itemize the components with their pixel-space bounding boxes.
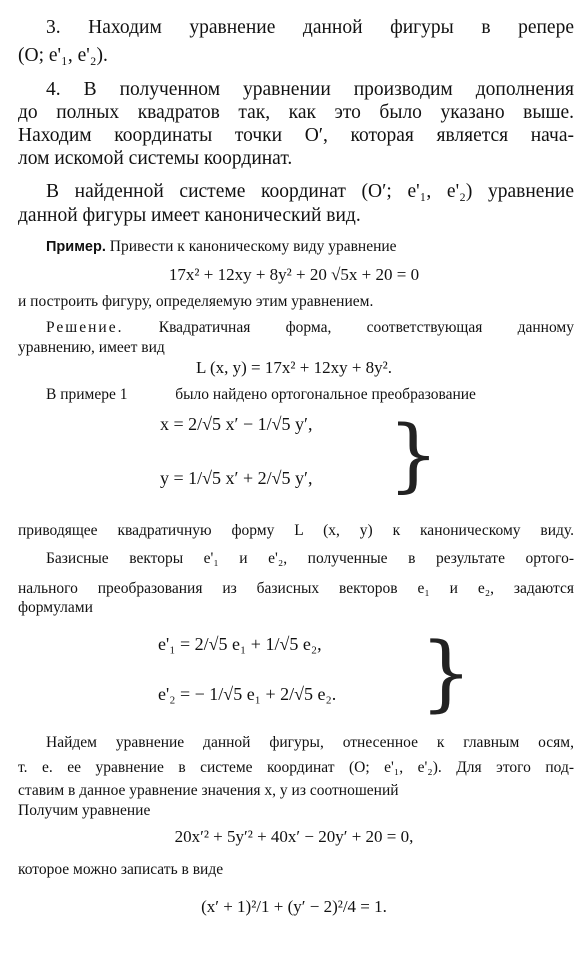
canonical-equation: (x′ + 1)²/1 + (y′ − 2)²/4 = 1. bbox=[201, 897, 387, 916]
p4-line-2: до полных квадратов так, как это было указано выше. bbox=[18, 102, 574, 123]
basis-eq-1: e'₁ = 2/√5 e₁ + 1/√5 e₂, bbox=[158, 634, 322, 654]
solution-line-12: которое можно записать в виде bbox=[18, 861, 224, 878]
p3-frame: (O; e'₁, e'₂). bbox=[18, 45, 108, 66]
transform-eq-1: x = 2/√5 x′ − 1/√5 y′, bbox=[160, 414, 313, 434]
solution-line-10: ставим в данное уравнение значения x, y из соотношений bbox=[18, 782, 399, 799]
solution-line-7: формулами bbox=[18, 599, 93, 616]
solution-line-5: Базисные векторы e'₁ и e'₂, полученные в результате ортого- bbox=[46, 550, 574, 567]
solution-line-3: В примере 1 было найдено ортогональное преобразование bbox=[46, 386, 476, 403]
basis-eq-2: e'₂ = − 1/√5 e₁ + 2/√5 e₂. bbox=[158, 684, 337, 704]
solution-line-1: Решение. Квадратичная форма, соответствующая данному bbox=[46, 319, 574, 336]
transform-brace: } bbox=[388, 408, 439, 501]
solution-line-11: Получим уравнение bbox=[18, 802, 151, 819]
basis-brace: } bbox=[420, 626, 473, 721]
solution-line-9: т. е. ее уравнение в системе координат (O; e'₁, e'₂). Для этого под- bbox=[18, 759, 574, 776]
p5-line-2: данной фигуры имеет канонический вид. bbox=[18, 205, 361, 226]
example-lead: Пример. bbox=[46, 239, 106, 255]
solution-line-2: уравнению, имеет вид bbox=[18, 339, 165, 356]
p4-line-1: 4. В полученном уравнении производим дополнения bbox=[46, 79, 574, 100]
principal-axes-equation: 20x′² + 5y′² + 40x′ − 20y′ + 20 = 0, bbox=[174, 827, 414, 846]
p5-line-1: В найденной системе координат (O′; e'₁, e'₂) уравнение bbox=[46, 181, 574, 202]
solution-line-8: Найдем уравнение данной фигуры, отнесенное к главным осям, bbox=[46, 734, 574, 751]
solution-line-4: приводящее квадратичную форму L (x, y) к каноническому виду. bbox=[18, 522, 574, 539]
p4-line-3: Находим координаты точки O′, которая является нача- bbox=[18, 125, 574, 146]
solution-line-6: нального преобразования из базисных векторов e₁ и e₂, задаются bbox=[18, 580, 574, 597]
example-line-2: и построить фигуру, определяемую этим уравнением. bbox=[18, 293, 374, 310]
p3-line-1: 3. Находим уравнение данной фигуры в репере bbox=[46, 17, 574, 38]
example-line-1: Пример. Привести к каноническому виду уравнение bbox=[46, 238, 397, 255]
p3-line-2 bbox=[18, 44, 574, 68]
example-equation: 17x² + 12xy + 8y² + 20 √5x + 20 = 0 bbox=[168, 265, 420, 284]
p4-line-4: лом искомой системы координат. bbox=[18, 148, 293, 169]
transform-eq-2: y = 1/√5 x′ + 2/√5 y′, bbox=[160, 468, 313, 488]
quadratic-form-equation: L (x, y) = 17x² + 12xy + 8y². bbox=[195, 358, 393, 377]
solution-lead: Решение. bbox=[46, 319, 124, 336]
